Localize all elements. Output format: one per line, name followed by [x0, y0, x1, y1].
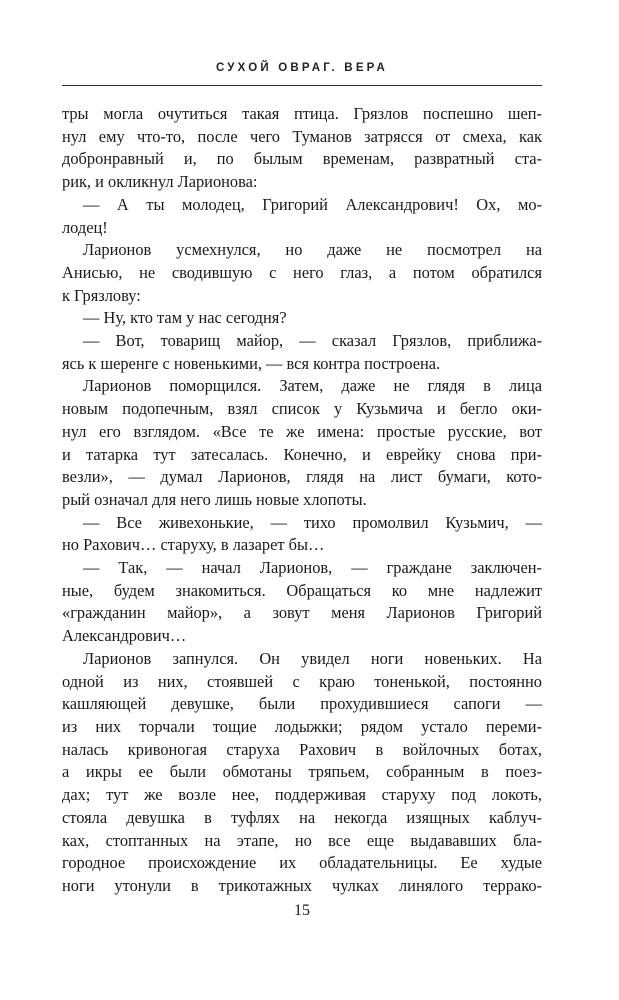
paragraph	[62, 103, 542, 194]
text-line: рый означал для него лишь новые хлопоты.	[62, 489, 367, 509]
page-number: 15	[294, 902, 310, 919]
text-line: ках, стоптанных на этапе, но все еще выдававших бла-	[62, 830, 542, 850]
text-line: Анисью, не сводившую с него глаз, а потом обратился	[62, 262, 542, 282]
text-line: — А ты молодец, Григорий Александрович! Ох, мо-	[83, 194, 542, 214]
text-line: — Вот, товарищ майор, — сказал Грязлов, приближа-	[83, 331, 542, 351]
paragraph	[62, 239, 542, 307]
paragraph	[62, 307, 542, 330]
paragraph	[62, 375, 542, 511]
text-line: стояла девушка в туфлях на некогда изящных каблуч-	[62, 807, 542, 827]
text-line: ноги утонули в трикотажных чулках линялого террако-	[62, 875, 542, 895]
text-line: Александрович…	[62, 626, 187, 646]
header-rule	[62, 85, 542, 86]
text-line: «гражданин майор», а зовут меня Ларионов Григорий	[62, 603, 542, 623]
paragraph	[62, 648, 542, 898]
text-line: и татарка тут затесалась. Конечно, и еврейку снова при-	[62, 444, 542, 464]
text-line: — Так, — начал Ларионов, — граждане заключен-	[83, 558, 542, 578]
paragraph	[62, 330, 542, 375]
text-line: налась кривоногая старуха Рахович в войлочных ботах,	[62, 739, 542, 759]
paragraph	[62, 194, 542, 239]
text-line: — Ну, кто там у нас сегодня?	[83, 308, 287, 328]
text-line: нул ему что-то, после чего Туманов затрясся от смеха, как	[62, 126, 542, 146]
text-line: лодец!	[62, 217, 108, 237]
paragraph	[62, 512, 542, 557]
text-line: тры могла очутиться такая птица. Грязлов поспешно шеп-	[62, 104, 542, 123]
text-line: дах; тут же возле нее, поддерживая старуху под локоть,	[62, 785, 542, 805]
text-line: — Все живехонькие, — тихо промолвил Кузьмич, —	[83, 512, 542, 532]
text-line: ясь к шеренге с новенькими, — вся контра построена.	[62, 353, 441, 373]
text-line: ные, будем знакомиться. Обращаться ко мне надлежит	[62, 580, 542, 600]
text-line: кашляющей девушке, были прохудившиеся сапоги —	[62, 694, 542, 714]
text-line: нул его взглядом. «Все те же имена: простые русские, вот	[62, 421, 542, 441]
body-text	[62, 103, 542, 898]
text-line: Ларионов усмехнулся, но даже не посмотрел на	[83, 240, 542, 260]
text-line: Ларионов запнулся. Он увидел ноги новеньких. На	[83, 648, 542, 668]
running-title: СУХОЙ ОВРАГ. ВЕРА	[215, 62, 389, 74]
text-line: Ларионов поморщился. Затем, даже не глядя в лица	[83, 376, 542, 396]
text-line: одной из них, стоявшей с краю тоненькой, постоянно	[62, 671, 542, 691]
text-line: из них торчали тощие лодыжки; рядом устало переми-	[62, 716, 542, 736]
text-line: везли», — думал Ларионов, глядя на лист бумаги, кото-	[62, 467, 542, 487]
text-line: а икры ее были обмотаны тряпьем, собранным в поез-	[62, 762, 542, 782]
paragraph	[62, 557, 542, 648]
text-line: добронравный и, по былым временам, развратный ста-	[62, 149, 542, 169]
text-line: рик, и окликнул Ларионова:	[62, 172, 258, 192]
text-line: городное происхождение их обладательницы. Ее худые	[62, 853, 542, 873]
text-line: новым подопечным, взял список у Кузьмича и бегло оки-	[62, 399, 542, 419]
text-line: к Грязлову:	[62, 285, 141, 305]
text-line: но Рахович… старуху, в лазарет бы…	[62, 535, 325, 555]
